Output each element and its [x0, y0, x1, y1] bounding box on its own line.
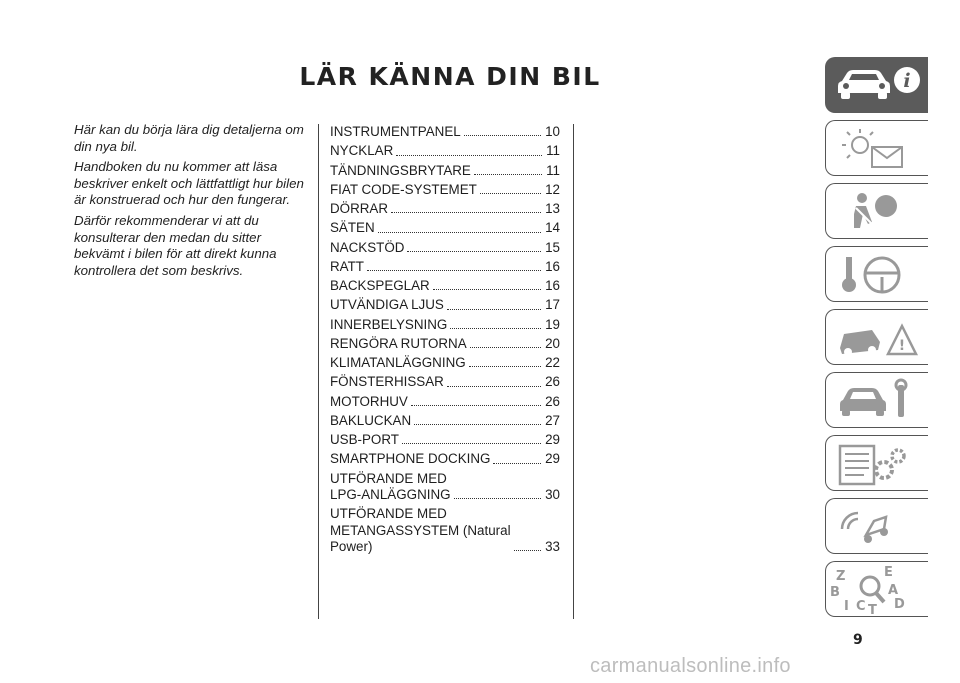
toc-item-page: 16 — [545, 278, 560, 293]
toc-item-label: NYCKLAR — [330, 143, 394, 159]
tab-car-info[interactable] — [825, 57, 928, 113]
toc-leader-dots — [450, 328, 541, 329]
toc-item-page: 33 — [545, 538, 560, 554]
toc-item[interactable] — [330, 124, 560, 140]
toc-leader-dots — [470, 347, 541, 348]
toc-item-page: 17 — [545, 297, 560, 313]
toc-item-page: 11 — [546, 162, 560, 178]
toc-item-page: 30 — [545, 486, 560, 502]
toc-item-label: RATT — [330, 258, 364, 274]
toc-item[interactable] — [330, 471, 560, 504]
toc-leader-dots — [480, 193, 541, 194]
index-letter: C — [856, 599, 866, 614]
car-maintenance-icon — [826, 373, 929, 429]
page-number: 9 — [853, 632, 863, 648]
toc-item-page: 14 — [545, 220, 560, 236]
index-letter: D — [894, 597, 905, 612]
multimedia-icon — [826, 499, 929, 555]
toc-item-page: 27 — [545, 412, 560, 428]
toc-item-page: 20 — [545, 335, 560, 351]
column-divider — [318, 124, 319, 619]
toc-leader-dots — [454, 498, 542, 499]
tab-safety[interactable] — [825, 183, 928, 239]
toc-leader-dots — [407, 251, 541, 252]
tab-technical-data[interactable] — [825, 435, 928, 491]
tab-start-drive[interactable] — [825, 246, 928, 302]
toc-leader-dots — [493, 463, 541, 464]
toc-leader-dots — [447, 309, 541, 310]
toc-item-page: 10 — [545, 124, 560, 139]
toc-item[interactable] — [330, 201, 560, 217]
tab-index[interactable] — [825, 561, 928, 617]
toc-leader-dots — [433, 289, 541, 290]
airbag-safety-icon — [826, 184, 929, 240]
toc-item-page: 11 — [546, 143, 560, 159]
warning-lights-messages-icon — [826, 121, 929, 177]
toc-item-label: DÖRRAR — [330, 201, 389, 216]
alphabetical-index-icon — [826, 562, 929, 618]
toc-item[interactable] — [330, 143, 560, 159]
toc-item[interactable] — [330, 413, 560, 429]
index-letter: Z — [836, 569, 846, 584]
car-info-icon — [825, 57, 928, 113]
toc-item-page: 15 — [545, 239, 560, 255]
technical-data-icon — [826, 436, 929, 492]
toc-item-label: SÄTEN — [330, 220, 375, 236]
toc-item-label: INNERBELYSNING — [330, 316, 448, 332]
toc-item[interactable] — [330, 259, 560, 275]
toc-item[interactable] — [330, 240, 560, 256]
toc-item[interactable] — [330, 506, 560, 555]
index-letter: A — [888, 583, 899, 598]
svg-text:i: i — [903, 70, 911, 92]
key-steering-wheel-icon — [826, 247, 929, 303]
toc-item-label: BAKLUCKAN — [330, 412, 412, 428]
toc-item-label: NACKSTÖD — [330, 239, 405, 255]
toc-item-page: 12 — [545, 181, 560, 197]
toc-leader-dots — [464, 135, 541, 136]
toc-item-page: 26 — [545, 374, 560, 390]
toc-item[interactable] — [330, 451, 560, 467]
toc-leader-dots — [447, 386, 541, 387]
toc-item-page: 29 — [545, 432, 560, 447]
toc-item[interactable] — [330, 394, 560, 410]
toc-leader-dots — [402, 443, 541, 444]
toc-item-page: 22 — [545, 355, 560, 370]
tab-multimedia[interactable] — [825, 498, 928, 554]
toc-item-label: USB-PORT — [330, 432, 399, 447]
index-letter: E — [884, 565, 893, 580]
toc-item[interactable] — [330, 278, 560, 294]
toc-item[interactable] — [330, 297, 560, 313]
toc-item[interactable] — [330, 163, 560, 179]
toc-leader-dots — [396, 155, 542, 156]
toc-item[interactable] — [330, 432, 560, 448]
toc-item-label: SMARTPHONE DOCKING — [330, 451, 491, 467]
toc-item-label: INSTRUMENTPANEL — [330, 124, 461, 139]
toc-item[interactable] — [330, 182, 560, 198]
car-emergency-icon — [826, 310, 929, 366]
index-letter: I — [844, 599, 849, 614]
toc-item-page: 26 — [545, 393, 560, 409]
toc-leader-dots — [378, 232, 541, 233]
toc-item-label: FÖNSTERHISSAR — [330, 374, 444, 390]
toc-item-label: FIAT CODE-SYSTEMET — [330, 181, 477, 197]
toc-item-page: 16 — [545, 258, 560, 274]
toc-item-label: UTVÄNDIGA LJUS — [330, 297, 444, 313]
toc-leader-dots — [411, 405, 541, 406]
toc-leader-dots — [414, 424, 541, 425]
toc-item-label: MOTORHUV — [330, 393, 408, 409]
tab-emergency[interactable] — [825, 309, 928, 365]
svg-text:!: ! — [898, 338, 906, 354]
toc-leader-dots — [367, 270, 541, 271]
toc-leader-dots — [469, 366, 541, 367]
index-letter: T — [868, 603, 877, 618]
toc-leader-dots — [474, 174, 542, 175]
index-letter: B — [830, 585, 840, 600]
toc-item-label: RENGÖRA RUTORNA — [330, 335, 467, 351]
toc-leader-dots — [391, 212, 541, 213]
toc-item-page: 19 — [545, 316, 560, 332]
watermark: carmanualsonline.info — [590, 655, 791, 677]
toc-item-page: 29 — [545, 451, 560, 467]
toc-item-label: TÄNDNINGSBRYTARE — [330, 162, 471, 178]
intro-paragraph: Handboken du nu kommer att läsa beskriver enkelt och lättfattligt hur bilen är konstruerad och hur den fungerar. — [74, 159, 304, 208]
toc-item[interactable] — [330, 374, 560, 390]
intro-text — [74, 122, 306, 283]
toc-item-label: UTFÖRANDE MED METANGASSYSTEM (Natural Power) — [330, 506, 511, 554]
toc-item[interactable] — [330, 317, 560, 333]
intro-paragraph: Därför rekommenderar vi att du konsulterar den medan du sitter bekvämt i bilen för att direkt kunna kontrollera det som beskrivs. — [74, 212, 277, 278]
tab-warning-lights[interactable] — [825, 120, 928, 176]
intro-paragraph: Här kan du börja lära dig detaljerna om din nya bil. — [74, 122, 304, 154]
toc-item-label: BACKSPEGLAR — [330, 278, 430, 293]
toc-item[interactable] — [330, 220, 560, 236]
toc-item-label: UTFÖRANDE MED LPG-ANLÄGGNING — [330, 470, 451, 502]
page-title: LÄR KÄNNA DIN BIL — [299, 62, 601, 91]
toc-item-label: KLIMATANLÄGGNING — [330, 355, 466, 370]
toc-item[interactable] — [330, 336, 560, 352]
toc-leader-dots — [514, 550, 542, 551]
tab-maintenance[interactable] — [825, 372, 928, 428]
toc-item-page: 13 — [545, 201, 560, 216]
column-divider — [573, 124, 574, 619]
toc-item[interactable] — [330, 355, 560, 371]
table-of-contents — [330, 124, 560, 558]
